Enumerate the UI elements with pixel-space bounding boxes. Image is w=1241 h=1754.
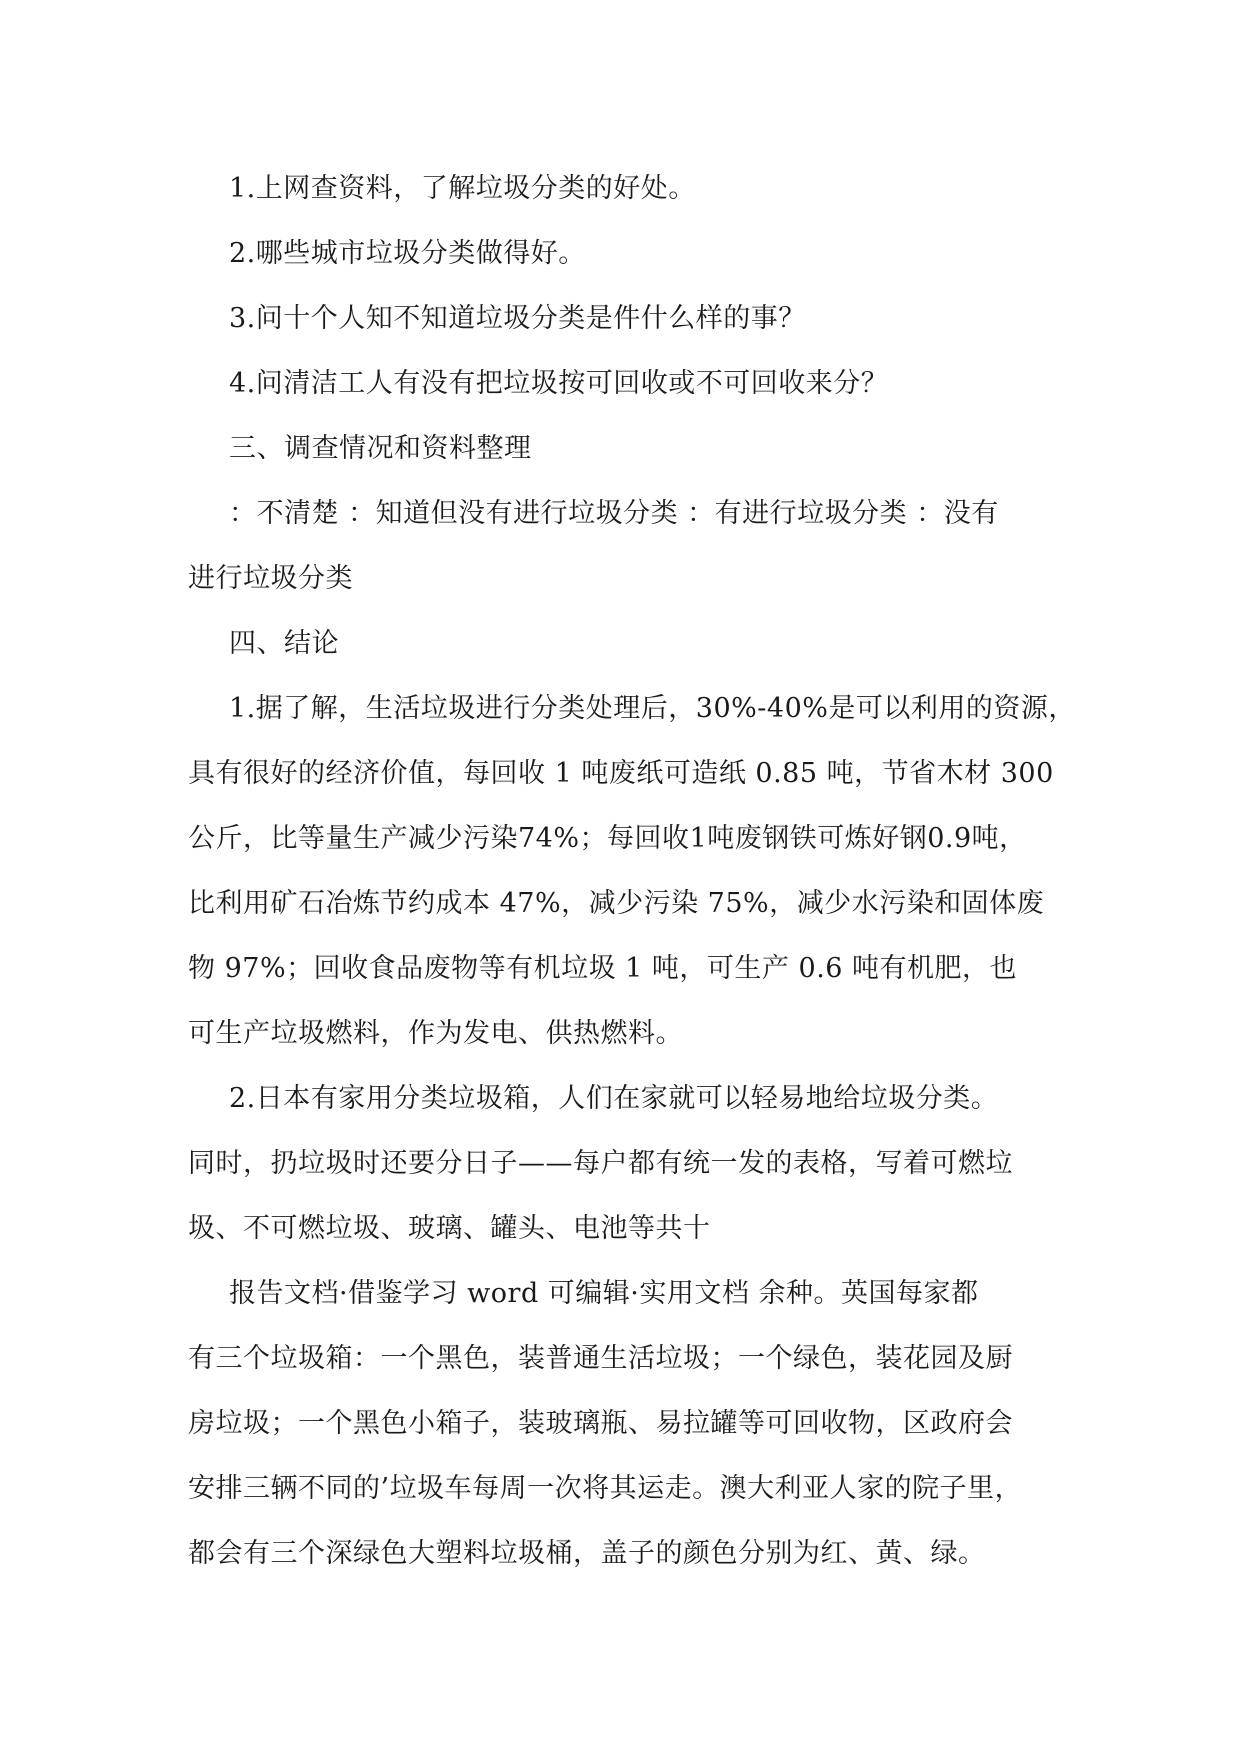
- text-line: 1.据了解，生活垃圾进行分类处理后，30%-40%是可以利用的资源，: [229, 693, 1076, 724]
- text-line: 安排三辆不同的’垃圾车每周一次将其运走。澳大利亚人家的院子里，: [188, 1473, 1023, 1504]
- list-item-1: [188, 156, 1088, 221]
- text-line: 2.哪些城市垃圾分类做得好。: [229, 238, 586, 269]
- text-line: 报告文档·借鉴学习 word 可编辑·实用文档 余种。英国每家都: [229, 1278, 979, 1309]
- text-line: 可生产垃圾燃料，作为发电、供热燃料。: [188, 1018, 683, 1049]
- list-item-4: [188, 351, 1088, 416]
- conclusion-paragraph-2: [188, 1066, 1088, 1261]
- text-line: 公斤，比等量生产减少污染74%；每回收1吨废钢铁可炼好钢0.9吨，: [188, 823, 1027, 854]
- document-body: [188, 156, 1088, 1586]
- section-heading: 四、结论: [229, 628, 339, 659]
- text-line: 圾、不可燃垃圾、玻璃、罐头、电池等共十: [188, 1213, 711, 1244]
- text-line: 2.日本有家用分类垃圾箱，人们在家就可以轻易地给垃圾分类。: [229, 1083, 999, 1114]
- text-line: 有三个垃圾箱：一个黑色，装普通生活垃圾；一个绿色，装花园及厨: [188, 1343, 1013, 1374]
- text-line: 进行垃圾分类: [188, 563, 353, 594]
- survey-categories-paragraph: [188, 481, 1088, 611]
- text-line: 3.问十个人知不知道垃圾分类是件什么样的事？: [229, 303, 806, 334]
- text-line: 4.问清洁工人有没有把垃圾按可回收或不可回收来分？: [229, 368, 889, 399]
- list-item-2: [188, 221, 1088, 286]
- text-line: 同时，扔垃圾时还要分日子——每户都有统一发的表格，写着可燃垃: [188, 1148, 1013, 1179]
- text-line: 房垃圾；一个黑色小箱子，装玻璃瓶、易拉罐等可回收物，区政府会: [188, 1408, 1013, 1439]
- list-item-3: [188, 286, 1088, 351]
- section-heading-conclusion: [188, 611, 1088, 676]
- conclusion-paragraph-1: [188, 676, 1088, 1066]
- section-heading-survey: [188, 416, 1088, 481]
- text-line: 比利用矿石冶炼节约成本 47%，减少污染 75%，减少水污染和固体废: [188, 888, 1045, 919]
- conclusion-paragraph-3: [188, 1261, 1088, 1586]
- text-line: 都会有三个深绿色大塑料垃圾桶，盖子的颜色分别为红、黄、绿。: [188, 1538, 986, 1569]
- text-line: 物 97%；回收食品废物等有机垃圾 1 吨，可生产 0.6 吨有机肥，也: [188, 953, 1018, 984]
- text-line: 具有很好的经济价值，每回收 1 吨废纸可造纸 0.85 吨，节省木材 300: [188, 758, 1054, 789]
- text-line: ：不清楚 ：知道但没有进行垃圾分类 ：有进行垃圾分类 ：没有: [229, 498, 999, 529]
- text-line: 1.上网查资料，了解垃圾分类的好处。: [229, 173, 696, 204]
- section-heading: 三、调查情况和资料整理: [229, 433, 532, 464]
